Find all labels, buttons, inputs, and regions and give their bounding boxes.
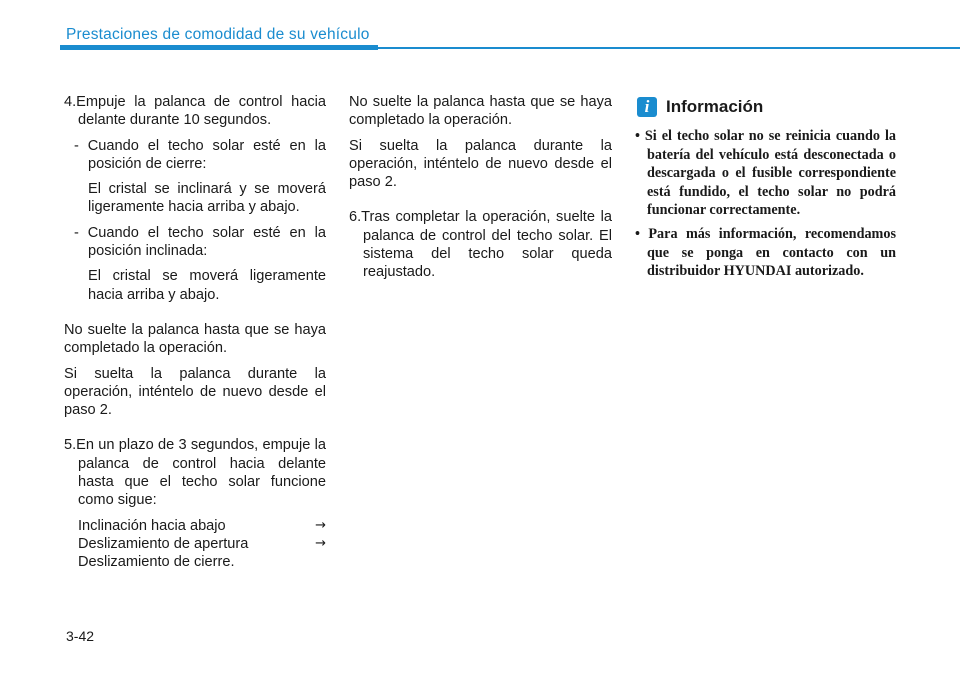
- step-4-closed-case: - Cuando el techo solar esté en la posición de cierre:: [74, 137, 326, 172]
- information-header: [635, 93, 896, 121]
- info-icon: i: [637, 97, 657, 117]
- step-6: 6.Tras completar la operación, suelte la palanca de control del techo solar. El sistema del techo solar queda reajustado.: [349, 209, 612, 281]
- arrow-right-icon: →: [315, 517, 326, 533]
- info-bullet-battery: • Si el techo solar no se reinicia cuando la batería del vehículo está desconectada o descargada o el fusible correspondiente está fundido, el techo solar no podrá funcionar correctamente.: [635, 128, 896, 219]
- step-4-tilted-result: El cristal se moverá ligeramente hacia arriba y abajo.: [88, 268, 326, 303]
- note-keep-lever-2: No suelte la palanca hasta que se haya completado la operación.: [349, 94, 612, 129]
- information-list: [635, 127, 896, 281]
- sequence-slide-close: Deslizamiento de cierre.: [78, 554, 235, 571]
- information-box: [635, 93, 896, 281]
- arrow-right-icon: →: [315, 535, 326, 551]
- page-number: 3-42: [66, 628, 95, 644]
- header-rule-thin: [378, 47, 960, 49]
- info-bullet-dealer: • Para más información, recomendamos que se ponga en contacto con un distribuidor HYUNDAI autorizado.: [635, 225, 896, 280]
- step-4: 4.Empuje la palanca de control hacia delante durante 10 segundos.: [64, 94, 326, 129]
- sequence-line-1: [78, 517, 326, 535]
- column-middle: [349, 93, 612, 282]
- sequence-line-2: [78, 535, 326, 553]
- sequence-slide-open: Deslizamiento de apertura: [78, 535, 249, 552]
- note-retry: Si suelta la palanca durante la operación, inténtelo de nuevo desde el paso 2.: [64, 365, 326, 419]
- information-title: Información: [666, 96, 764, 116]
- motion-sequence: [64, 517, 326, 572]
- step-5: 5.En un plazo de 3 segundos, empuje la palanca de control hacia delante hasta que el techo solar funcione como sigue:: [64, 437, 326, 509]
- header-rule-thick: [60, 45, 378, 50]
- note-retry-2: Si suelta la palanca durante la operación, inténtelo de nuevo desde el paso 2.: [349, 137, 612, 191]
- column-left: [64, 93, 326, 572]
- section-header-title: Prestaciones de comodidad de su vehículo: [66, 26, 370, 43]
- step-4-closed-result: El cristal se inclinará y se moverá ligeramente hacia arriba y abajo.: [88, 181, 326, 216]
- sequence-tilt-down: Inclinación hacia abajo: [78, 517, 226, 534]
- note-keep-lever: No suelte la palanca hasta que se haya completado la operación.: [64, 321, 326, 357]
- step-4-tilted-case: - Cuando el techo solar esté en la posición inclinada:: [74, 224, 326, 260]
